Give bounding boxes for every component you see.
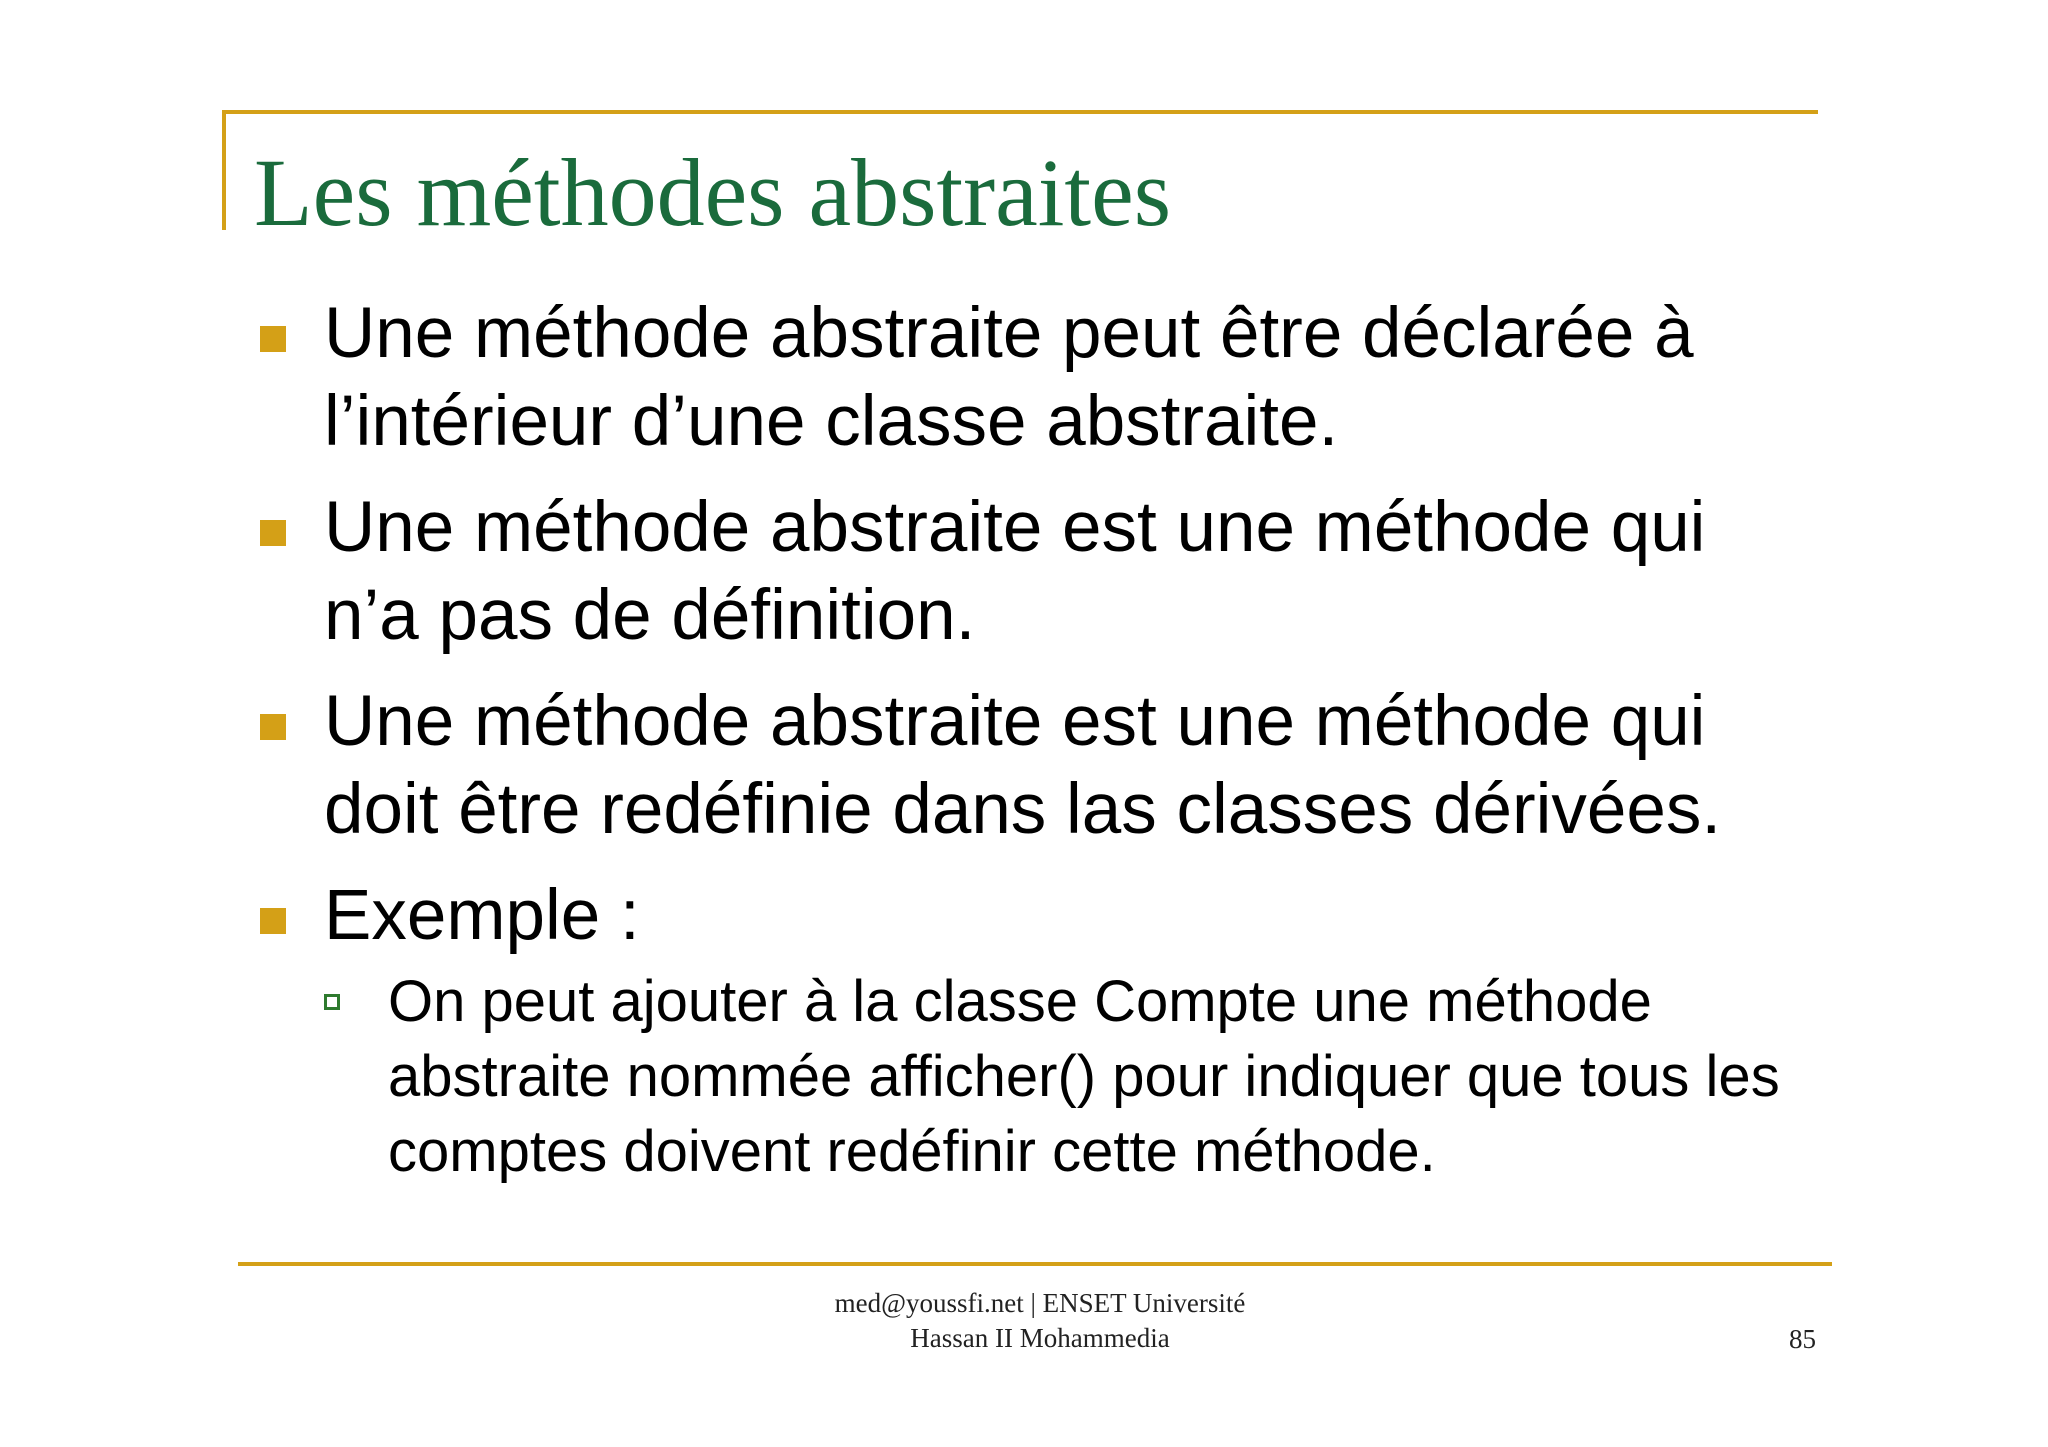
square-bullet-icon xyxy=(260,908,286,934)
bullet-item xyxy=(256,872,1816,1189)
bullet-text: Exemple : xyxy=(324,876,640,955)
footer-line-1: med@youssfi.net | ENSET Université xyxy=(834,1288,1246,1318)
slide-title: Les méthodes abstraites xyxy=(254,139,1172,246)
footer-rule xyxy=(238,1262,1832,1266)
bullet-text: Une méthode abstraite peut être déclarée à l’intérieur d’une classe abstraite. xyxy=(324,294,1694,461)
bullet-item xyxy=(256,484,1816,660)
title-top-rule xyxy=(222,110,1818,114)
square-bullet-icon xyxy=(260,714,286,740)
bullet-text: Une méthode abstraite est une méthode qui doit être redéfinie dans las classes dérivées. xyxy=(324,682,1722,849)
sub-bullet-list xyxy=(324,964,1816,1189)
bullet-text: Une méthode abstraite est une méthode qui n’a pas de définition. xyxy=(324,488,1706,655)
sub-bullet-item xyxy=(258,964,1816,1189)
square-bullet-icon xyxy=(260,520,286,546)
bullet-item xyxy=(256,678,1816,854)
square-bullet-icon xyxy=(260,326,286,352)
bullet-list xyxy=(256,290,1816,1189)
hollow-square-bullet-icon xyxy=(324,994,340,1010)
footer-line-2: Hassan II Mohammedia xyxy=(910,1323,1170,1353)
page-number: 85 xyxy=(1789,1324,1816,1354)
bullet-item xyxy=(256,290,1816,466)
sub-bullet-text: On peut ajouter à la classe Compte une méthode abstraite nommée afficher() pour indiquer que tous les comptes doivent redéfinir cette méthode. xyxy=(388,969,1780,1184)
title-left-rule xyxy=(222,110,226,230)
slide-content xyxy=(256,290,1816,1207)
footer-credit xyxy=(730,1286,1350,1356)
